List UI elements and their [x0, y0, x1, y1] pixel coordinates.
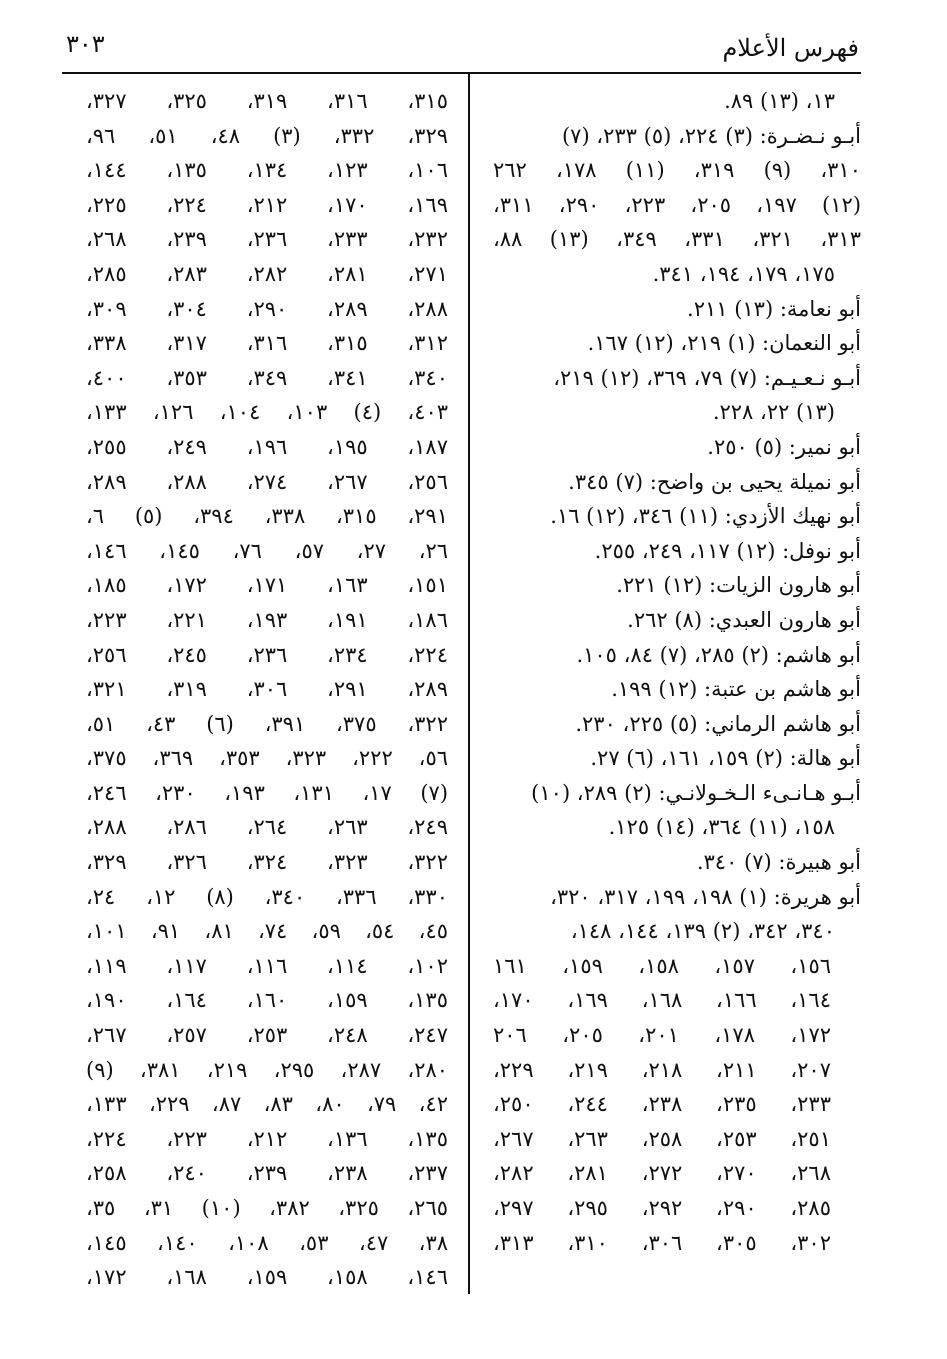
index-entry: أبو نعامة: (١٣) ٢١١. [687, 296, 861, 321]
index-entry: أبـو هـانـىء الـخـولانـي: (٢) ٢٨٩، (١٠) [531, 780, 861, 805]
index-entry-continuation: ١٥٨، (١١) ٣٦٤، (١٤) ١٢٥. [608, 815, 835, 840]
index-entry-continuation: ٣١٣، ٣٢١، ٣٣١، ٣٤٩، (١٣) ٨٨، [493, 227, 861, 252]
index-entry-continuation: ٢٥١، ٢٥٣، ٢٥٨، ٢٦٣، ٢٦٧، [493, 1126, 831, 1151]
index-column-left [86, 84, 448, 1295]
index-entry-continuation: ٢٦٨، ٢٧٠، ٢٧٢، ٢٨١، ٢٨٢، [493, 1161, 831, 1186]
index-entry-continuation: ١٠٢، ١١٤، ١١٦، ١١٧، ١١٩، [86, 953, 448, 978]
index-entry-continuation: ١٣، (١٣) ٨٩. [724, 89, 835, 113]
index-entry-continuation: ٣٨، ٤٧، ٥٣، ١٠٨، ١٤٠، ١٤٥، [86, 1230, 449, 1255]
index-entry: أبو نهيك الأزدي: (١١) ٣٤٦، (١٢) ١٦. [550, 504, 861, 529]
index-entry: أبو نميلة يحيى بن واضح: (٧) ٣٤٥. [568, 469, 861, 494]
index-entry-continuation: ٥٦، ٢٢٢، ٣٢٣، ٣٥٣، ٣٦٩، ٣٧٥، [86, 746, 448, 771]
index-entry: أبو هاشم بن عتبة: (١٢) ١٩٩. [611, 677, 861, 702]
index-entry-continuation: ٣٣٠، ٣٣٦، ٣٤٠، (٨) ١٢، ٢٤، [86, 884, 448, 909]
index-entry-continuation: ١٥١، ١٦٣، ١٧١، ١٧٢، ١٨٥، [86, 573, 448, 598]
index-entry: أبو هبيرة: (٧) ٣٤٠. [696, 850, 861, 875]
index-entry: أبو هارون العبدي: (٨) ٢٦٢. [627, 607, 861, 632]
index-entry-continuation: ١٦٩، ١٧٠، ٢١٢، ٢٢٤، ٢٢٥، [86, 192, 448, 217]
index-entry: أبو هاشم: (٢) ٢٨٥، (٧) ٨٤، ١٠٥. [576, 642, 861, 667]
index-entry-continuation: ٤٢، ٧٩، ٨٠، ٨٣، ٨٧، ٢٢٩، ١٣٣، [86, 1092, 449, 1117]
index-entry: أبو نوفل: (١٢) ١١٧، ٢٤٩، ٢٥٥. [594, 538, 861, 563]
index-entry-continuation: ٢٠٧، ٢١١، ٢١٨، ٢١٩، ٢٢٩، [493, 1057, 831, 1082]
index-entry-continuation: (١٢) ١٩٧، ٢٠٥، ٢٢٣، ٢٩٠، ٣١١، [493, 192, 862, 217]
page-title: فهرس الأعلام [722, 34, 859, 62]
header-divider [62, 72, 861, 74]
index-entry-continuation: ٣١٢، ٣١٥، ٣١٦، ٣١٧، ٣٣٨، [86, 331, 448, 356]
index-entry: أبـو نـضـرة: (٣) ٢٢٤، (٥) ٢٣٣، (٧) [561, 123, 861, 148]
index-entry-continuation: ٢٣٣، ٢٣٥، ٢٣٨، ٢٤٤، ٢٥٠، [493, 1092, 831, 1117]
index-entry: أبو هريرة: (١) ١٩٨، ١٩٩، ٣١٧، ٣٢٠، [550, 884, 861, 909]
index-entry-continuation: ٣٠٢، ٣٠٥، ٣٠٦، ٣١٠، ٣١٣، [493, 1230, 831, 1255]
index-entry-continuation: ١٦٤، ١٦٦، ١٦٨، ١٦٩، ١٧٠، [493, 988, 831, 1013]
index-entry-continuation: ٢٢٤، ٢٣٤، ٢٣٦، ٢٤٥، ٢٥٦، [86, 642, 448, 667]
index-entry-continuation: ٢٤٧، ٢٤٨، ٢٥٣، ٢٥٧، ٢٦٧، [86, 1023, 448, 1048]
index-entry-continuation: ٢٩١، ٣١٥، ٣٣٨، ٣٩٤، (٥) ٦، [86, 504, 448, 529]
index-entry-continuation: ١٣٥، ١٥٩، ١٦٠، ١٦٤، ١٩٠، [86, 988, 448, 1013]
index-entry: أبو هالة: (٢) ١٥٩، ١٦١، (٦) ٢٧. [590, 746, 861, 771]
index-entry-continuation: ١٥٦، ١٥٧، ١٥٨، ١٥٩، ١٦١ [493, 953, 832, 978]
index-entry-continuation: (٧) ١٧، ١٣١، ١٩٣، ٢٣٠، ٢٤٦، [86, 780, 449, 805]
index-entry-continuation: ٣١٠، (٩) ٣١٩، (١١) ١٧٨، ٢٦٢ [493, 158, 861, 183]
index-entry-continuation: ٣١٥، ٣١٦، ٣١٩، ٣٢٥، ٣٢٧، [86, 89, 448, 113]
index-entry-continuation: ٢٤٩، ٢٦٣، ٢٦٤، ٢٨٦، ٢٨٨، [86, 815, 448, 840]
index-entry-continuation: ٢٥٦، ٢٦٧، ٢٧٤، ٢٨٨، ٢٨٩، [86, 469, 448, 494]
index-entry-continuation: ١٣٥، ١٣٦، ٢١٢، ٢٢٣، ٢٢٤، [86, 1126, 448, 1151]
index-entry-continuation: ٢٨٠، ٢٨٧، ٢٩٥، ٢١٩، ٣٨١، (٩) [86, 1057, 449, 1082]
index-entry-continuation: (١٣) ٢٢، ٢٢٨. [712, 400, 835, 425]
index-entry-continuation: ٢٨٨، ٢٨٩، ٢٩٠، ٣٠٤، ٣٠٩، [86, 296, 448, 321]
index-entry: أبو هاشم الرماني: (٥) ٢٢٥، ٢٣٠. [575, 711, 861, 736]
index-column-right [493, 84, 861, 1260]
index-entry-continuation: ٣٢٩، ٣٣٢، (٣) ٤٨، ٥١، ٩٦، [86, 123, 449, 148]
column-divider [468, 74, 470, 1294]
index-entry: أبو هارون الزيات: (١٢) ٢٢١. [616, 573, 861, 598]
index-entry-continuation: ٤٥، ٥٤، ٥٩، ٧٤، ٨١، ٩١، ١٠١، [86, 919, 448, 944]
index-entry-continuation: ٢٦٥، ٣٢٥، ٣٨٢، (١٠) ٣١، ٣٥، [86, 1196, 449, 1220]
index-entry-continuation: ٢٧١، ٢٨١، ٢٨٢، ٢٨٣، ٢٨٥، [86, 261, 448, 286]
page-number: ٣٠٣ [66, 30, 105, 58]
index-entry-continuation: ٢٨٩، ٢٩١، ٣٠٦، ٣١٩، ٣٢١، [86, 677, 448, 702]
index-entry-continuation: ٢٦، ٢٧، ٥٧، ٧٦، ١٤٥، ١٤٦، [86, 538, 449, 563]
index-entry-continuation: ١٨٦، ١٩١، ١٩٣، ٢٢١، ٢٢٣، [86, 607, 448, 632]
index-entry-continuation: ٢٣٢، ٢٣٣، ٢٣٦، ٢٣٩، ٢٦٨، [86, 227, 448, 252]
index-entry-continuation: ٤٠٣، (٤) ١٠٣، ١٠٤، ١٢٦، ١٣٣، [86, 400, 449, 425]
index-entry-continuation: ٣٢٢، ٣٧٥، ٣٩١، (٦) ٤٣، ٥١، [86, 711, 448, 736]
index-entry-continuation: ٢٣٧، ٢٣٨، ٢٣٩، ٢٤٠، ٢٥٨، [86, 1161, 448, 1186]
index-entry-continuation: ٣٤٠، ٣٤١، ٣٤٩، ٣٥٣، ٤٠٠، [86, 365, 448, 390]
index-entry-continuation: ١٠٦، ١٢٣، ١٣٤، ١٣٥، ١٤٤، [86, 158, 448, 183]
index-entry: أبـو نـعـيـم: (٧) ٧٩، ٣٦٩، (١٢) ٢١٩، [553, 365, 861, 390]
index-entry: أبو النعمان: (١) ٢١٩، (١٢) ١٦٧. [587, 331, 861, 356]
index-entry-continuation: ١٤٦، ١٥٨، ١٥٩، ١٦٨، ١٧٢، [86, 1265, 448, 1290]
index-entry-continuation: ٢٨٥، ٢٩٠، ٢٩٢، ٢٩٥، ٢٩٧، [493, 1196, 831, 1220]
index-entry-continuation: ١٧٥، ١٧٩، ١٩٤، ٣٤١. [652, 261, 835, 286]
index-entry-continuation: ١٧٢، ١٧٨، ٢٠١، ٢٠٥، ٢٠٦ [493, 1023, 832, 1048]
index-entry-continuation: ١٨٧، ١٩٥، ١٩٦، ٢٤٩، ٢٥٥، [86, 434, 448, 459]
index-entry-continuation: ٣٢٢، ٣٢٣، ٣٢٤، ٣٢٦، ٣٢٩، [86, 850, 448, 875]
index-entry: أبو نمير: (٥) ٢٥٠. [707, 434, 861, 459]
index-entry-continuation: ٣٤٠، ٣٤٢، (٢) ١٣٩، ١٤٤، ١٤٨، [570, 919, 835, 944]
